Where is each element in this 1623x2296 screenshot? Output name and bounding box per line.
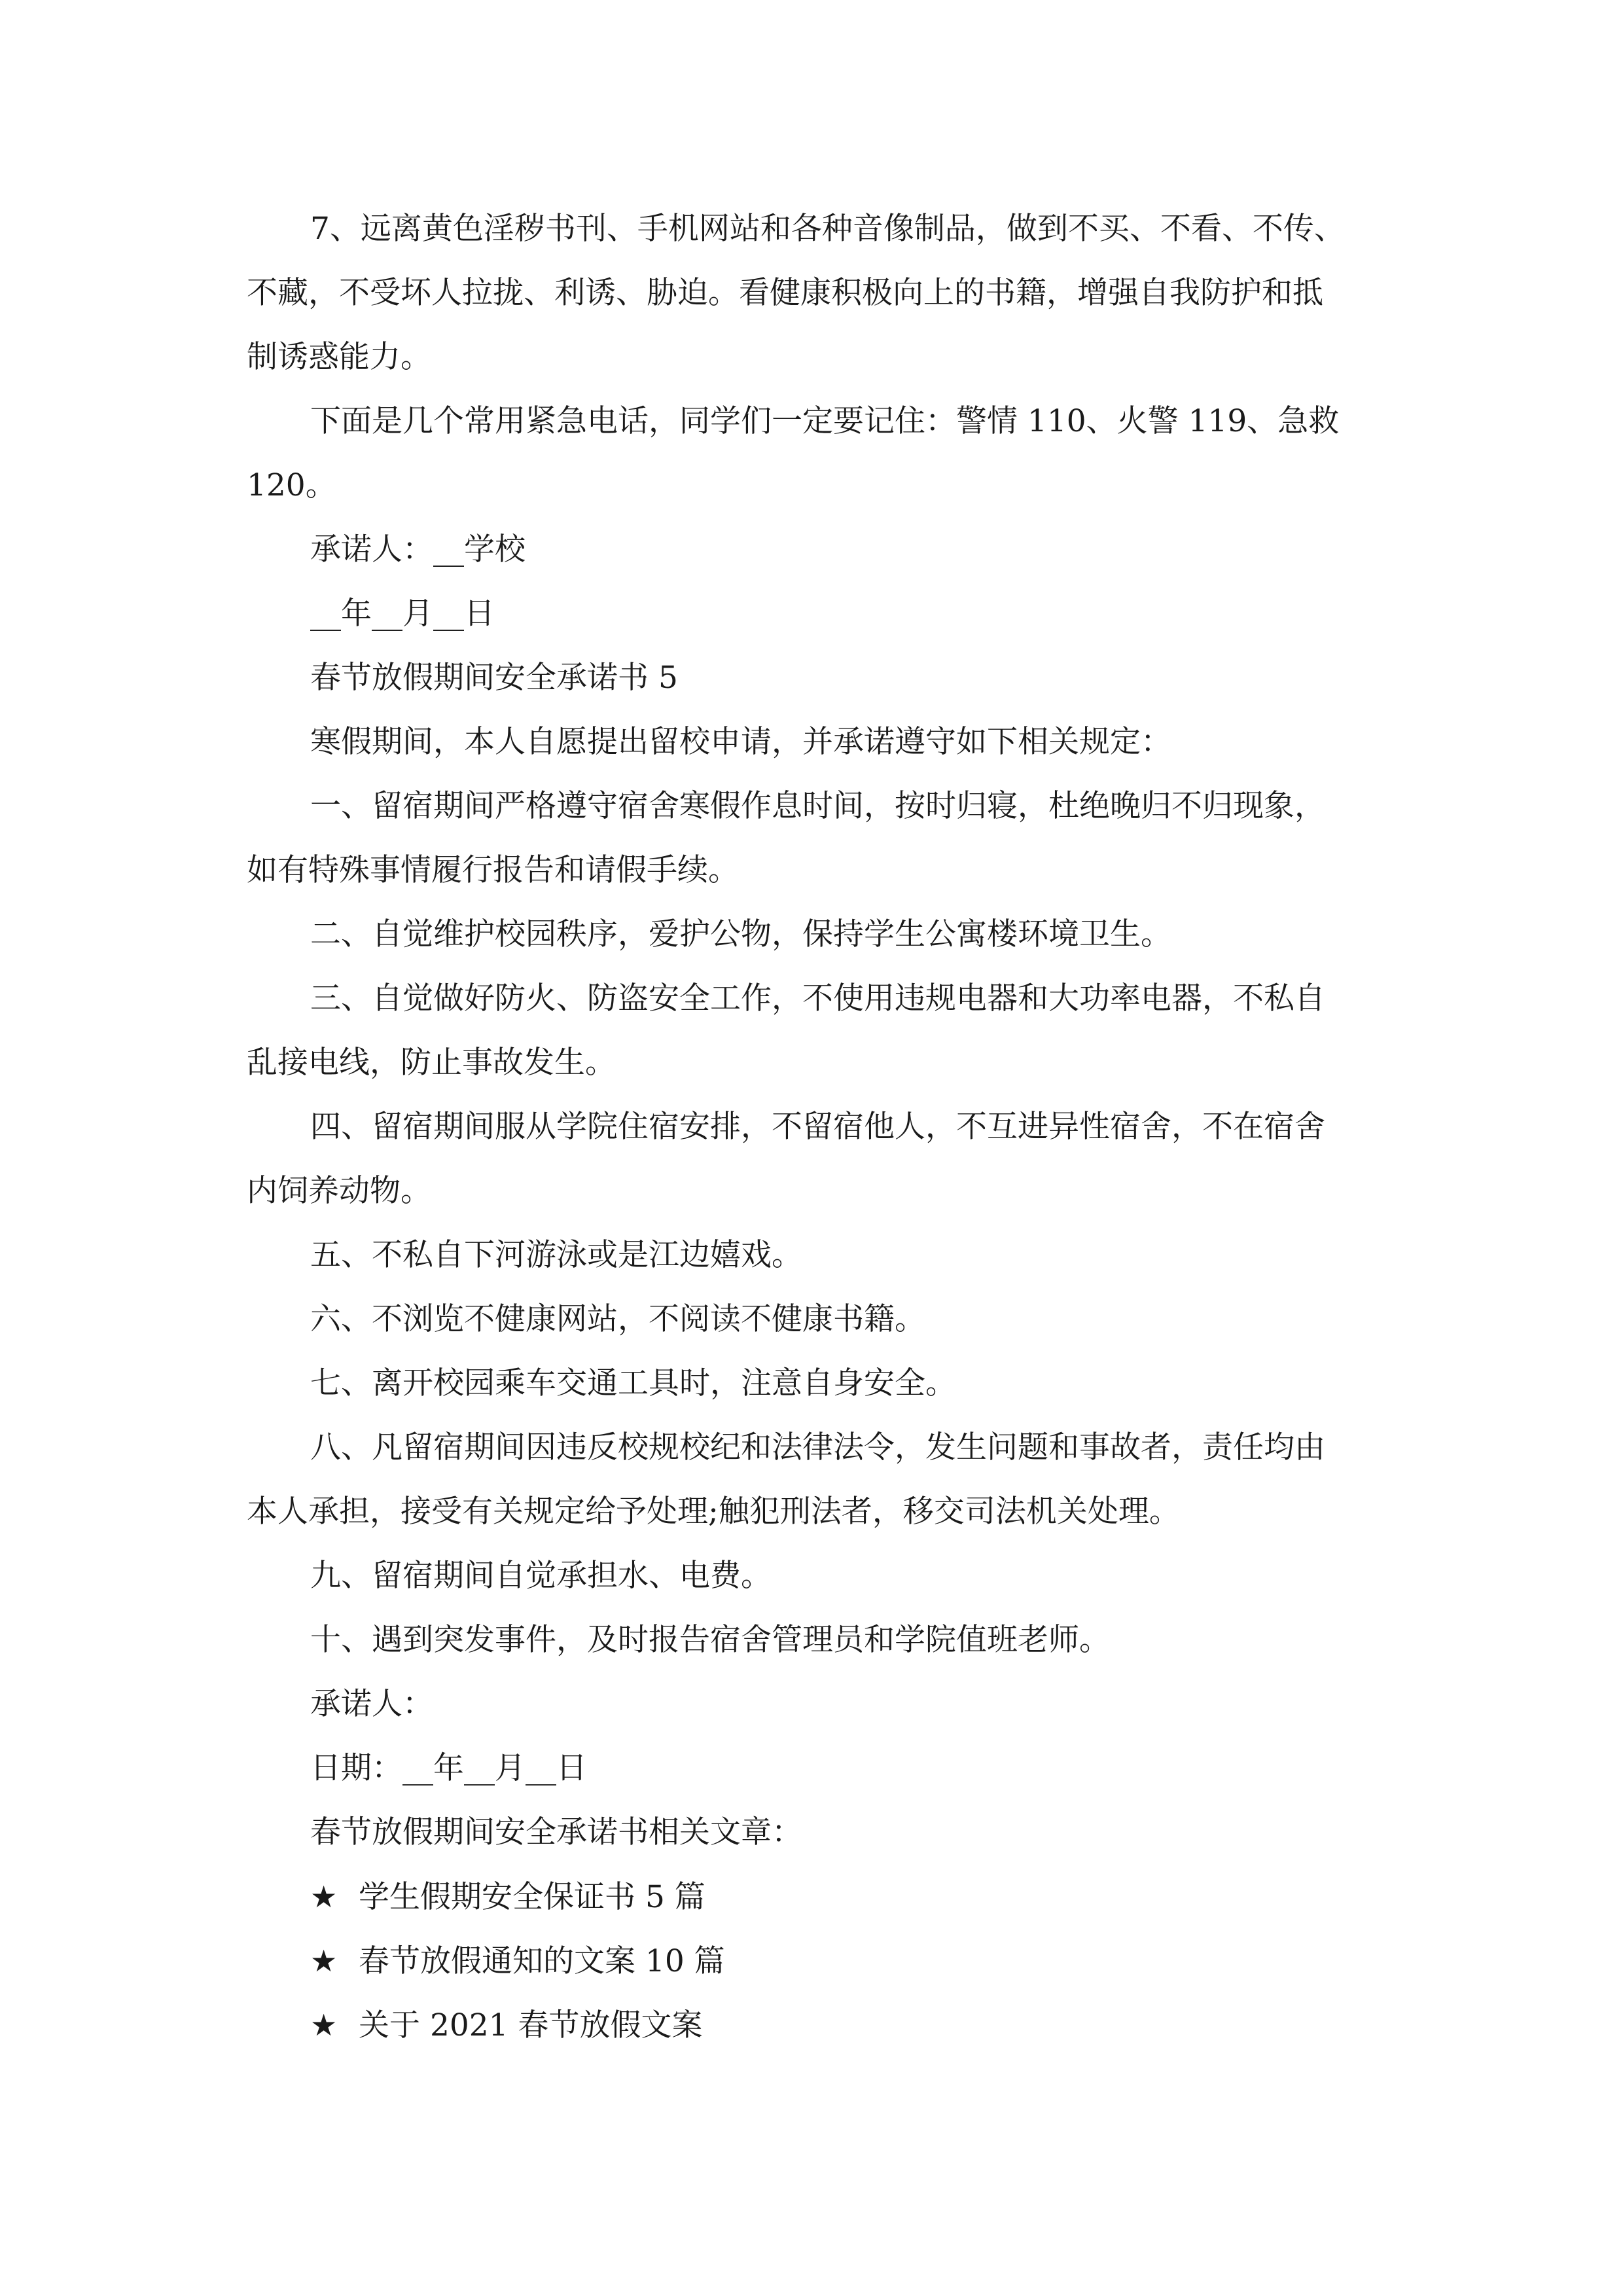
paragraph-line: 不藏，不受坏人拉拢、利诱、胁迫。看健康积极向上的书籍，增强自我防护和抵 (247, 275, 1323, 311)
rule-item: 乱接电线，防止事故发生。 (247, 1045, 616, 1081)
signature-line: 承诺人：__学校 (310, 531, 526, 567)
rule-item: 二、自觉维护校园秩序，爱护公物，保持学生公寓楼环境卫生。 (310, 916, 1171, 952)
section-title: 春节放假期间安全承诺书 5 (310, 660, 678, 696)
date-line: 日期：__年__月__日 (310, 1750, 587, 1786)
star-icon: ★ (310, 1943, 338, 1979)
rule-item: 三、自觉做好防火、防盗安全工作，不使用违规电器和大功率电器，不私自 (310, 980, 1325, 1016)
rule-item: 如有特殊事情履行报告和请假手续。 (247, 852, 739, 888)
related-link[interactable] (247, 1993, 1462, 2058)
related-link[interactable] (247, 1865, 1462, 1929)
signature-line: 承诺人： (310, 1686, 433, 1722)
related-link[interactable] (247, 1929, 1462, 1994)
paragraph-line: 制诱惑能力。 (247, 339, 431, 375)
paragraph-line: 7、远离黄色淫秽书刊、手机网站和各种音像制品，做到不买、不看、不传、 (310, 211, 1345, 247)
rule-item: 一、留宿期间严格遵守宿舍寒假作息时间，按时归寝，杜绝晚归不归现象， (310, 788, 1325, 824)
rule-item: 十、遇到突发事件，及时报告宿舍管理员和学院值班老师。 (310, 1622, 1110, 1658)
paragraph-line: 下面是几个常用紧急电话，同学们一定要记住：警情 110、火警 119、急救 (310, 403, 1340, 439)
related-heading: 春节放假期间安全承诺书相关文章： (310, 1814, 802, 1850)
rule-item: 八、凡留宿期间因违反校规校纪和法律法令，发生问题和事故者，责任均由 (310, 1429, 1325, 1465)
rule-item: 六、不浏览不健康网站，不阅读不健康书籍。 (310, 1301, 925, 1337)
related-link-label: 关于 2021 春节放假文案 (359, 2007, 703, 2043)
star-icon: ★ (310, 1879, 338, 1914)
rule-item: 九、留宿期间自觉承担水、电费。 (310, 1558, 772, 1594)
related-link-label: 春节放假通知的文案 10 篇 (359, 1943, 725, 1979)
date-line: __年__月__日 (310, 596, 495, 632)
rule-item: 五、不私自下河游泳或是江边嬉戏。 (310, 1237, 802, 1273)
paragraph-line: 寒假期间，本人自愿提出留校申请，并承诺遵守如下相关规定： (310, 724, 1171, 760)
rule-item: 本人承担，接受有关规定给予处理;触犯刑法者，移交司法机关处理。 (247, 1494, 1180, 1530)
related-link-label: 学生假期安全保证书 5 篇 (359, 1879, 705, 1915)
star-icon: ★ (310, 2007, 338, 2043)
paragraph-line: 120。 (247, 467, 336, 503)
rule-item: 内饲养动物。 (247, 1173, 431, 1209)
rule-item: 四、留宿期间服从学院住宿安排，不留宿他人，不互进异性宿舍，不在宿舍 (310, 1109, 1325, 1145)
rule-item: 七、离开校园乘车交通工具时，注意自身安全。 (310, 1365, 956, 1401)
